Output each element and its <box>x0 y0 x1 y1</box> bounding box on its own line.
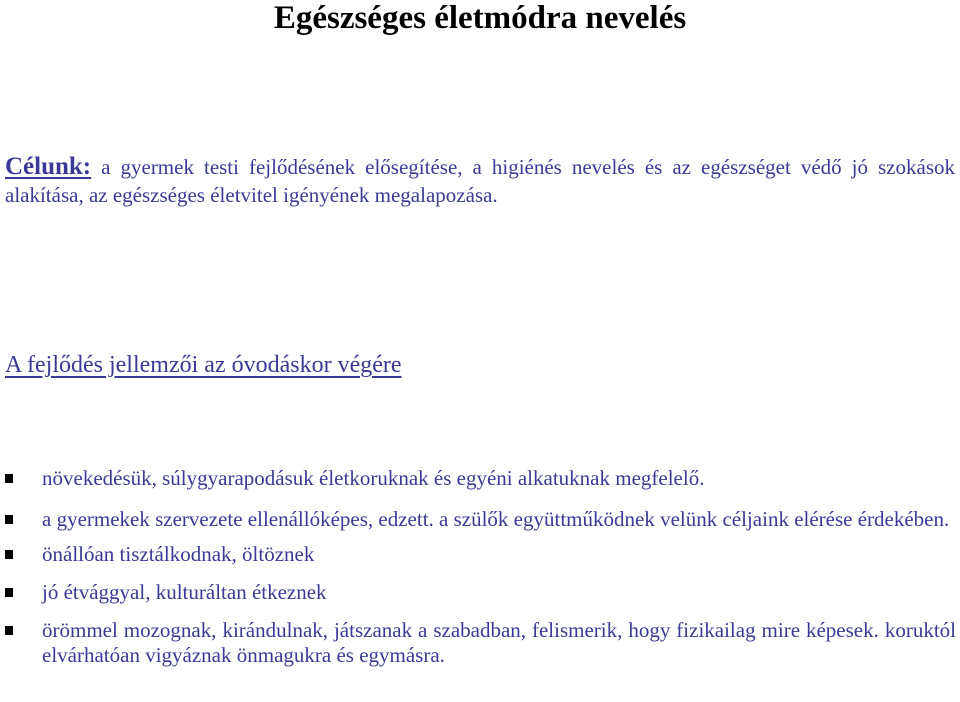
square-bullet-icon <box>5 550 13 559</box>
list-item <box>0 618 960 668</box>
list-item-text: örömmel mozognak, kirándulnak, játszanak a szabadban, felismerik, hogy fizikailag mire képesek. koruktól elvárhatóan vigyáznak önmagukra és egymásra. <box>42 618 956 667</box>
list-item <box>0 542 960 567</box>
list-item-text: önállóan tisztálkodnak, öltöznek <box>42 542 315 566</box>
square-bullet-icon <box>5 626 13 635</box>
list-item-text: a gyermekek szervezete ellenállóképes, edzett. a szülők együttműködnek velünk céljaink elérése érdekében. <box>42 507 950 531</box>
goal-text: a gyermek testi fejlődésének elősegítése, a higiénés nevelés és az egészséget védő jó szokások alakítása, az egészséges életvitel igényének megalapozása. <box>5 155 955 207</box>
goal-label: Célunk: <box>5 153 92 180</box>
section-heading: A fejlődés jellemzői az óvodáskor végére <box>5 352 402 378</box>
list-item-text: jó étvággyal, kulturáltan étkeznek <box>42 580 327 604</box>
square-bullet-icon <box>5 474 13 483</box>
square-bullet-icon <box>5 515 13 524</box>
goal-paragraph <box>5 153 955 209</box>
list-item <box>0 507 960 532</box>
list-item <box>0 580 960 605</box>
list-item-text: növekedésük, súlygyarapodásuk életkoruknak és egyéni alkatuknak megfelelő. <box>42 466 705 490</box>
square-bullet-icon <box>5 588 13 597</box>
development-list <box>0 466 960 668</box>
page-title: Egészséges életmódra nevelés <box>273 0 687 36</box>
list-item <box>0 466 960 491</box>
